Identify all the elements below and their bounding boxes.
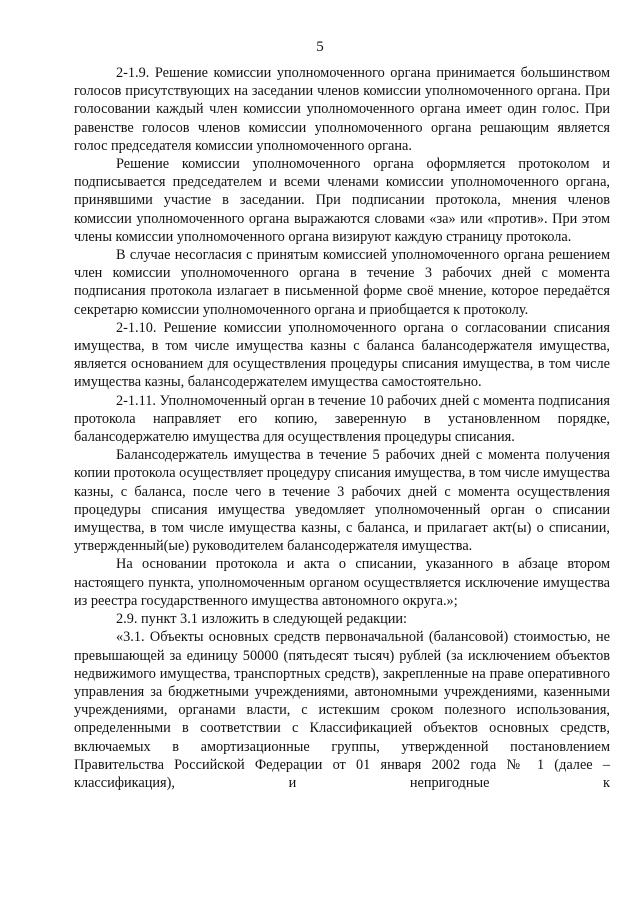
paragraph-disagreement: В случае несогласия с принятым комиссией уполномоченного органа решением член комиссии уполномоченного органа в течение 3 рабочих дней с момента подписания протокола излагает в письменной форме своё мнение, которое передаётся секретарю комиссии уполномоченного органа и приобщается к протоколу.	[74, 247, 610, 318]
paragraph-registry-exclusion: На основании протокола и акта о списании, указанного в абзаце втором настоящего пункта, уполномоченным органом осуществляется исключение имущества из реестра государственного имущества автономного округа.»;	[74, 556, 610, 609]
document-body	[74, 64, 610, 792]
paragraph-3-1: «3.1. Объекты основных средств первоначальной (балансовой) стоимостью, не превышающей за единицу 50000 (пятьдесят тысяч) рублей (за исключением объектов недвижимого имущества, транспортных средств), закрепленные на праве оперативного управления за бюджетными учреждениями, автономными учреждениями, казенными учреждениями, органами власти, с истекшим сроком полезного использования, определенными в соответствии с Классификацией объектов основных средств, включаемых в амортизационные группы, утвержденной постановлением Правительства Российской Федерации от 01 января 2002 года № 1 (далее – классификация), и непригодные к	[74, 629, 610, 791]
page-number: 5	[316, 39, 324, 55]
paragraph-2-9: 2.9. пункт 3.1 изложить в следующей редакции:	[116, 611, 408, 628]
paragraph-2-1-9: 2-1.9. Решение комиссии уполномоченного органа принимается большинством голосов присутствующих на заседании членов комиссии уполномоченного органа. При голосовании каждый член комиссии уполномоченного органа имеет один голос. При равенстве голосов членов комиссии уполномоченного органа решающим является голос председателя комиссии уполномоченного органа.	[74, 65, 610, 154]
paragraph-2-1-11: 2-1.11. Уполномоченный орган в течение 10 рабочих дней с момента подписания протокола направляет его копию, заверенную в установленном порядке, балансодержателю имущества для осуществления процедуры списания.	[74, 392, 610, 446]
paragraph-balance-holder: Балансодержатель имущества в течение 5 рабочих дней с момента получения копии протокола осуществляет процедуру списания имущества, в том числе имущества казны, с баланса, после чего в течение 3 рабочих дней с момента осуществления процедуры списания имущества уведомляет уполномоченный орган о списании имущества, в том числе имущества казны, с баланса, и прилагает акт(ы) о списании, утвержденный(ые) руководителем балансодержателя имущества.	[74, 447, 610, 555]
paragraph-2-1-10: 2-1.10. Решение комиссии уполномоченного органа о согласовании списания имущества, в том числе имущества казны с баланса балансодержателя имущества, является основанием для осуществления процедуры списания имущества, в том числе имущества казны, балансодержателем имущества самостоятельно.	[74, 319, 610, 391]
paragraph-protocol-signing: Решение комиссии уполномоченного органа оформляется протоколом и подписывается председателем и всеми членами комиссии уполномоченного органа, принявшими участие в заседании. При подписании протокола, мнения членов комиссии уполномоченного органа выражаются словами «за» или «против». При этом члены комиссии уполномоченного органа визируют каждую страницу протокола.	[74, 156, 610, 245]
